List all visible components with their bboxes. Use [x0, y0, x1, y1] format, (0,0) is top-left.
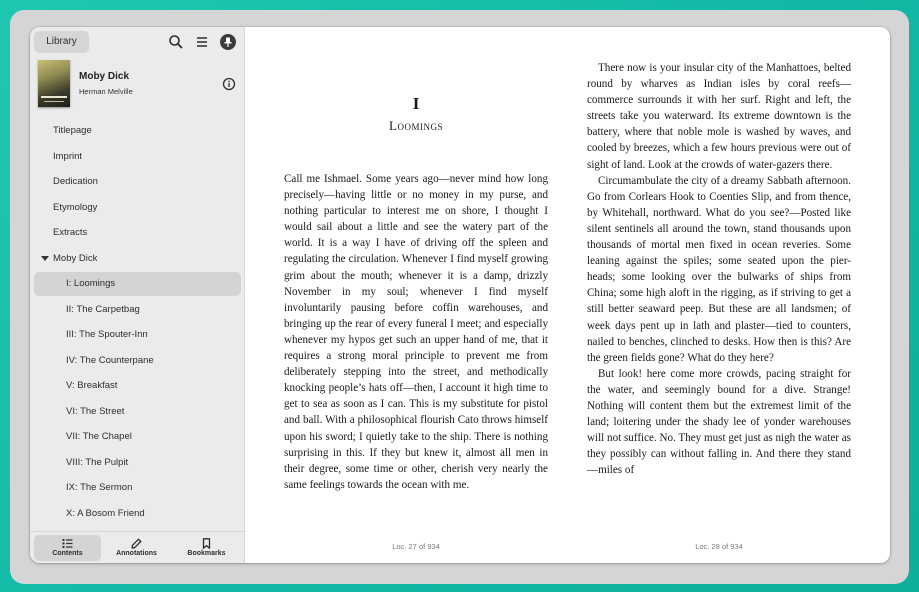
- toc-item-extracts[interactable]: [34, 221, 241, 245]
- book-cover: [38, 60, 70, 107]
- book-info: [30, 59, 244, 113]
- toc-item-dedication[interactable]: [34, 170, 241, 194]
- toc-item-titlepage[interactable]: [34, 119, 241, 143]
- bookmark-icon: [201, 538, 212, 549]
- toc-item-the-pulpit[interactable]: [34, 451, 241, 475]
- page-body: [587, 60, 851, 478]
- toc-item-the-street[interactable]: [34, 400, 241, 424]
- toc-item-label: II: The Carpetbag: [66, 303, 140, 315]
- toc-item-label: IV: The Counterpane: [66, 354, 154, 366]
- toc-item-label: Moby Dick: [53, 252, 98, 264]
- left-page: [284, 27, 548, 563]
- toc-item-the-spouter-inn[interactable]: [34, 323, 241, 347]
- search-icon[interactable]: [167, 33, 185, 51]
- annotations-tab-label: Annotations: [116, 550, 157, 557]
- sidebar-footer-tabs: [30, 531, 244, 563]
- toc-item-label: VIII: The Pulpit: [66, 456, 129, 468]
- toc-item-label: Dedication: [53, 176, 98, 187]
- contents-tab[interactable]: [34, 535, 101, 561]
- toc-item-label: VI: The Street: [66, 405, 125, 417]
- toc-item-the-counterpane[interactable]: [34, 349, 241, 373]
- book-title: Moby Dick: [79, 71, 130, 82]
- chapter-title: Loomings: [389, 118, 443, 133]
- toc-item-breakfast[interactable]: [34, 374, 241, 398]
- toc-item-label: III: The Spouter-Inn: [66, 329, 148, 340]
- info-icon[interactable]: [222, 77, 236, 91]
- pencil-icon: [131, 538, 142, 549]
- page-paragraph: There now is your insular city of the Manhattoes, belted round by wharves as Indian isles by coral reefs—commerce surrounds it with her surf. Right and left, the streets take you waterward. Its extreme downtown is the battery, where that noble mole is washed by waves, and cooled by breezes, which a few hours previous were out of sight of land. Look at the crowds of water-gazers there.: [587, 62, 851, 171]
- toc-item-the-chapel[interactable]: [34, 425, 241, 449]
- page-paragraph: Call me Ishmael. Some years ago—never mind how long precisely—having little or no money in my purse, and nothing particular to interest me on shore, I thought I would sail about a little and see the watery part of the world. It is a way I have of driving off the spleen and regulating the circulation. Whenever I find myself growing grim about the mouth; whenever it is a damp, drizzly November in my soul; whenever I find myself involuntarily pausing before coffin warehouses, and bringing up the rear of every funeral I meet; and especially whenever my hypos get such an upper hand of me, that it requires a strong moral principle to prevent me from deliberately stepping into the street, and methodically knocking people’s hats off—then, I account it high time to get to sea as soon as I can. This is my substitute for pistol and ball. With a philosophical flourish Cato throws himself upon his sword; I quietly take to the ship. There is nothing surprising in this. If they but knew it, almost all men in their degree, some time or other, cherish very nearly the same feelings towards the ocean with me.: [284, 173, 548, 491]
- sidebar: [30, 27, 245, 563]
- toc-item-the-sermon[interactable]: [34, 476, 241, 500]
- bookmarks-tab[interactable]: [173, 535, 240, 561]
- expand-triangle-icon[interactable]: [41, 256, 49, 261]
- page-location: Loc. 27 of 934: [392, 542, 440, 551]
- toc-item-a-bosom-friend[interactable]: [34, 502, 241, 526]
- toc-item-the-carpetbag[interactable]: [34, 298, 241, 322]
- toc-item-label: X: A Bosom Friend: [66, 507, 145, 519]
- list-icon: [62, 538, 73, 549]
- hamburger-menu-icon[interactable]: [193, 33, 211, 51]
- book-author: Herman Melville: [79, 87, 133, 96]
- reader-pane[interactable]: [245, 27, 890, 563]
- toc-item-label: I: Loomings: [66, 278, 116, 289]
- pin-icon[interactable]: [220, 34, 236, 50]
- page-location: Loc. 28 of 934: [695, 542, 743, 551]
- toc-item-label: Imprint: [53, 150, 83, 162]
- toc-item-label: Titlepage: [53, 125, 92, 136]
- sidebar-header: [30, 27, 244, 59]
- page-paragraph: Circumambulate the city of a dreamy Sabbath afternoon. Go from Corlears Hook to Coenties Slip, and from thence, by Whitehall, northward. What do you see?—Posted like silent sentinels all around the town, stand thousands upon thousands of mortal men fixed in ocean reveries. Some leaning against the spiles; some seated upon the pier-heads; some looking over the bulwarks of ships from China; some high aloft in the rigging, as if striving to get a still better seaward peep. But these are all landsmen; of week days pent up in lath and plaster—tied to counters, nailed to benches, clinched to desks. How then is this? Are the green fields gone? What do they here?: [587, 174, 851, 364]
- bookmarks-tab-label: Bookmarks: [187, 550, 226, 557]
- library-button[interactable]: Library: [34, 31, 89, 53]
- toc-item-imprint[interactable]: [34, 145, 241, 169]
- annotations-tab[interactable]: [103, 535, 170, 561]
- toc-item-etymology[interactable]: [34, 196, 241, 220]
- toc-item-label: V: Breakfast: [66, 380, 118, 391]
- toc-item-moby-dick[interactable]: [34, 247, 241, 271]
- chapter-number: I: [412, 94, 420, 113]
- toc-item-loomings[interactable]: [34, 272, 241, 296]
- toc-item-label: VII: The Chapel: [66, 431, 132, 442]
- reader-window: [30, 27, 890, 563]
- page-paragraph: But look! here come more crowds, pacing straight for the water, and seemingly bound for a dive. Strange! Nothing will content them but the extremest limit of the land; loitering under the shady lee of yonder warehouses will not suffice. No. They must get just as nigh the water as they possibly can without falling in. And there they stand—miles of: [587, 367, 851, 477]
- contents-tab-label: Contents: [52, 550, 83, 557]
- right-page: [587, 27, 851, 563]
- toc-item-label: Etymology: [53, 201, 98, 213]
- toc-item-label: IX: The Sermon: [66, 482, 133, 493]
- toc-item-label: Extracts: [53, 227, 88, 238]
